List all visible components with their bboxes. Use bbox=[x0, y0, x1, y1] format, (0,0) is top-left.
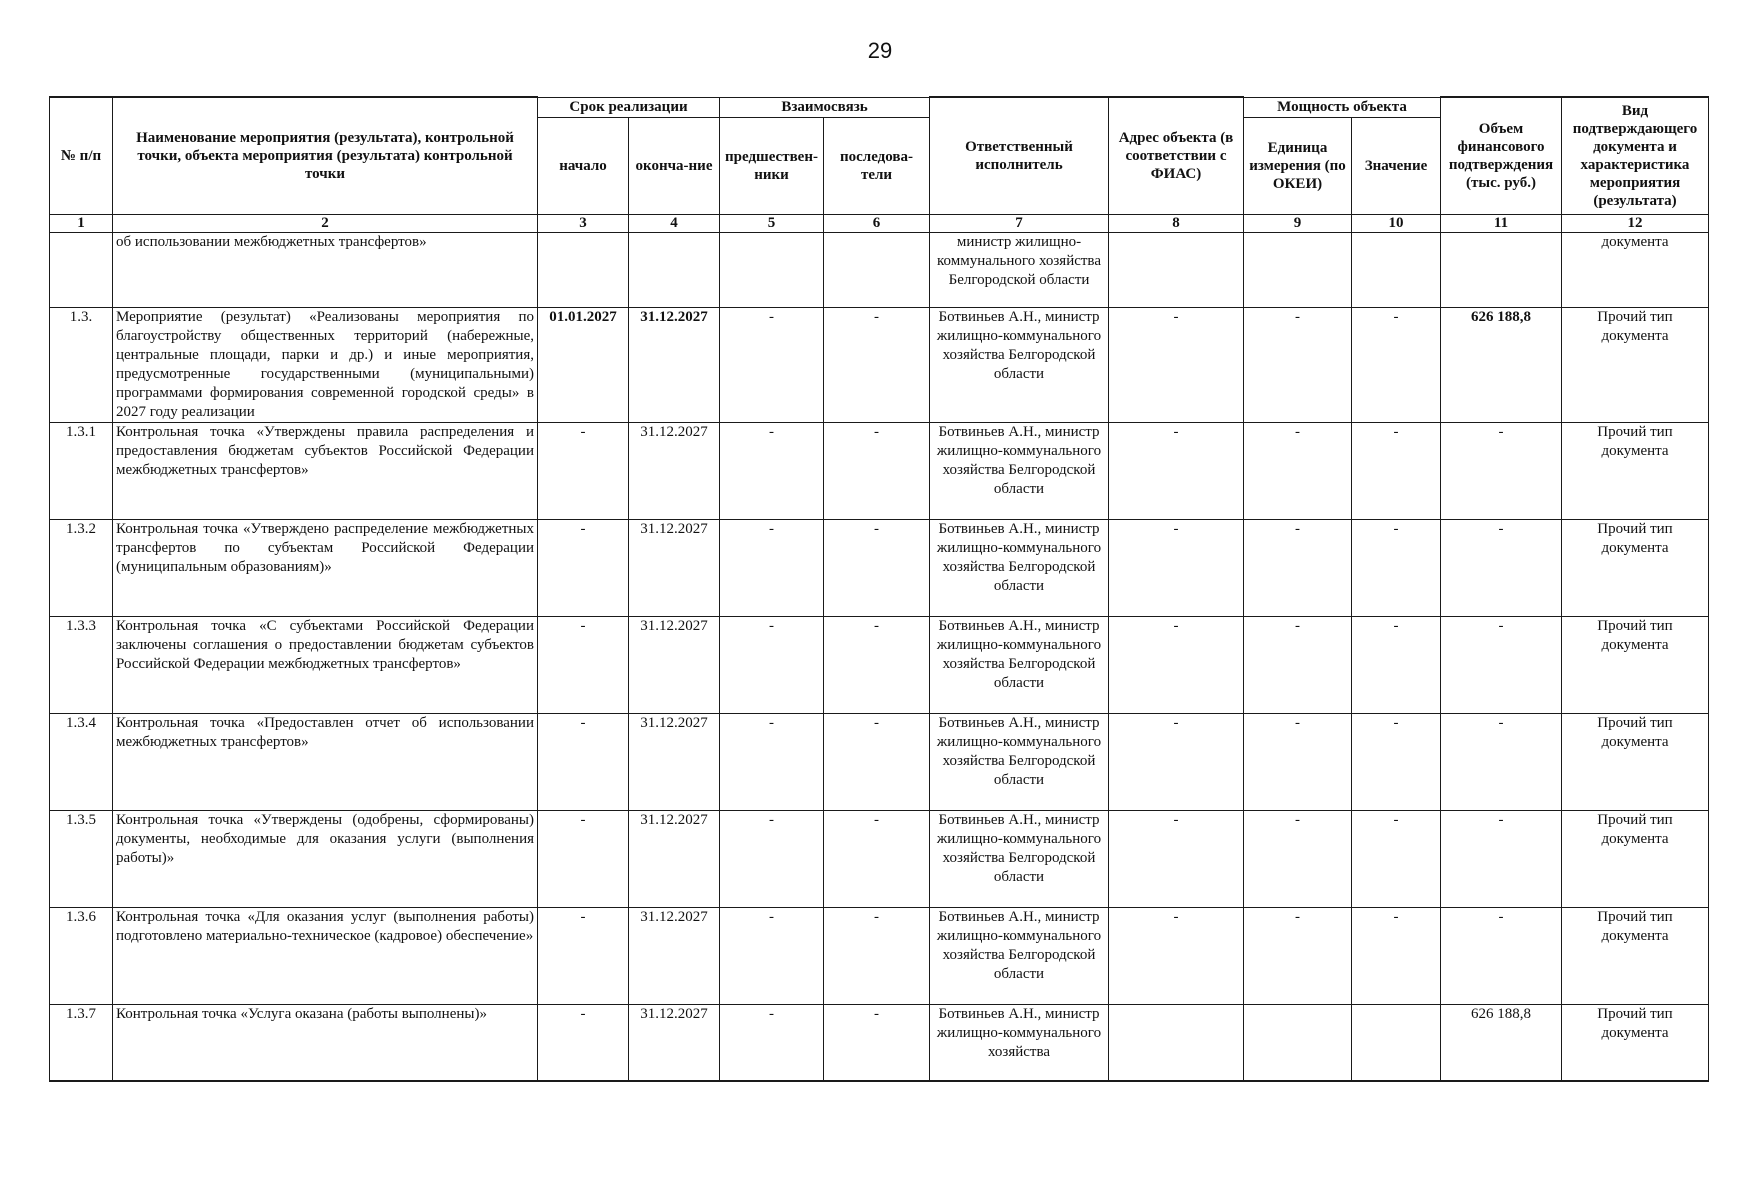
cell-address: - bbox=[1109, 713, 1244, 810]
table-row bbox=[50, 307, 1709, 422]
cell-predecessors: - bbox=[720, 616, 824, 713]
cell-end: 31.12.2027 bbox=[629, 307, 720, 422]
cell-end: 31.12.2027 bbox=[629, 907, 720, 1004]
header-unit: Единица измерения (по ОКЕИ) bbox=[1244, 117, 1352, 214]
header-responsible: Ответственный исполнитель bbox=[930, 97, 1109, 214]
cell-name: Контрольная точка «Утверждено распределение межбюджетных трансфертов по субъектам Российской Федерации (муниципальным образованиям)» bbox=[113, 519, 538, 616]
table-row bbox=[50, 232, 1709, 307]
table-row bbox=[50, 1004, 1709, 1081]
header-group-capacity: Мощность объекта bbox=[1244, 97, 1441, 117]
column-number: 2 bbox=[113, 214, 538, 232]
header-num: № п/п bbox=[50, 97, 113, 214]
cell-address: - bbox=[1109, 810, 1244, 907]
cell-responsible: Ботвиньев А.Н., министр жилищно-коммунального хозяйства Белгородской области bbox=[930, 422, 1109, 519]
header-group-term: Срок реализации bbox=[538, 97, 720, 117]
header-group-relation: Взаимосвязь bbox=[720, 97, 930, 117]
cell-responsible: Ботвиньев А.Н., министр жилищно-коммунального хозяйства Белгородской области bbox=[930, 616, 1109, 713]
column-number: 6 bbox=[824, 214, 930, 232]
cell-predecessors: - bbox=[720, 422, 824, 519]
cell-name: Мероприятие (результат) «Реализованы мероприятия по благоустройству общественных территорий (набережные, центральные площади, парки и др.) и иные мероприятия, предусмотренные государственными (муниципальными) программами формирования современной городской среды» в 2027 году реализации bbox=[113, 307, 538, 422]
cell-end: 31.12.2027 bbox=[629, 1004, 720, 1081]
cell-predecessors: - bbox=[720, 519, 824, 616]
column-number: 9 bbox=[1244, 214, 1352, 232]
cell-volume: 626 188,8 bbox=[1441, 307, 1562, 422]
cell-predecessors: - bbox=[720, 810, 824, 907]
cell-doc-type: Прочий тип документа bbox=[1562, 519, 1709, 616]
cell-successors: - bbox=[824, 810, 930, 907]
cell-responsible: Ботвиньев А.Н., министр жилищно-коммунального хозяйства Белгородской области bbox=[930, 810, 1109, 907]
table-row bbox=[50, 616, 1709, 713]
cell-value bbox=[1352, 1004, 1441, 1081]
cell-responsible: Ботвиньев А.Н., министр жилищно-коммунального хозяйства bbox=[930, 1004, 1109, 1081]
cell-volume: - bbox=[1441, 422, 1562, 519]
cell-doc-type: Прочий тип документа bbox=[1562, 907, 1709, 1004]
cell-doc-type: Прочий тип документа bbox=[1562, 616, 1709, 713]
cell-volume: 626 188,8 bbox=[1441, 1004, 1562, 1081]
cell-successors: - bbox=[824, 307, 930, 422]
cell-responsible: Ботвиньев А.Н., министр жилищно-коммунального хозяйства Белгородской области bbox=[930, 519, 1109, 616]
cell-name: Контрольная точка «Для оказания услуг (выполнения работы) подготовлено материально-техническое (кадровое) обеспечение» bbox=[113, 907, 538, 1004]
cell-name: Контрольная точка «Услуга оказана (работы выполнены)» bbox=[113, 1004, 538, 1081]
cell-start: - bbox=[538, 1004, 629, 1081]
cell-predecessors: - bbox=[720, 1004, 824, 1081]
cell-unit: - bbox=[1244, 810, 1352, 907]
cell-volume bbox=[1441, 232, 1562, 307]
cell-responsible: министр жилищно-коммунального хозяйства Белгородской области bbox=[930, 232, 1109, 307]
cell-num bbox=[50, 232, 113, 307]
table-row bbox=[50, 907, 1709, 1004]
cell-doc-type: Прочий тип документа bbox=[1562, 713, 1709, 810]
cell-start: - bbox=[538, 519, 629, 616]
cell-name: Контрольная точка «Утверждены (одобрены, сформированы) документы, необходимые для оказания услуги (выполнения работы)» bbox=[113, 810, 538, 907]
cell-successors bbox=[824, 232, 930, 307]
cell-num: 1.3.7 bbox=[50, 1004, 113, 1081]
cell-unit: - bbox=[1244, 422, 1352, 519]
cell-successors: - bbox=[824, 1004, 930, 1081]
cell-name: об использовании межбюджетных трансфертов» bbox=[113, 232, 538, 307]
cell-predecessors: - bbox=[720, 307, 824, 422]
header-start: начало bbox=[538, 117, 629, 214]
cell-successors: - bbox=[824, 422, 930, 519]
cell-predecessors: - bbox=[720, 713, 824, 810]
cell-doc-type: Прочий тип документа bbox=[1562, 422, 1709, 519]
cell-address: - bbox=[1109, 307, 1244, 422]
cell-start: - bbox=[538, 713, 629, 810]
cell-responsible: Ботвиньев А.Н., министр жилищно-коммунального хозяйства Белгородской области bbox=[930, 307, 1109, 422]
cell-address: - bbox=[1109, 616, 1244, 713]
cell-responsible: Ботвиньев А.Н., министр жилищно-коммунального хозяйства Белгородской области bbox=[930, 713, 1109, 810]
column-number: 12 bbox=[1562, 214, 1709, 232]
cell-unit: - bbox=[1244, 907, 1352, 1004]
cell-name: Контрольная точка «Утверждены правила распределения и предоставления бюджетам субъектов Российской Федерации межбюджетных трансфертов» bbox=[113, 422, 538, 519]
cell-volume: - bbox=[1441, 519, 1562, 616]
cell-end: 31.12.2027 bbox=[629, 810, 720, 907]
cell-start bbox=[538, 232, 629, 307]
cell-doc-type: Прочий тип документа bbox=[1562, 810, 1709, 907]
implementation-plan-table bbox=[49, 96, 1709, 1082]
header-end: оконча-ние bbox=[629, 117, 720, 214]
cell-address: - bbox=[1109, 422, 1244, 519]
cell-value: - bbox=[1352, 810, 1441, 907]
cell-num: 1.3. bbox=[50, 307, 113, 422]
cell-num: 1.3.1 bbox=[50, 422, 113, 519]
cell-address bbox=[1109, 232, 1244, 307]
cell-end: 31.12.2027 bbox=[629, 519, 720, 616]
cell-num: 1.3.5 bbox=[50, 810, 113, 907]
cell-end: 31.12.2027 bbox=[629, 616, 720, 713]
cell-successors: - bbox=[824, 519, 930, 616]
table-row bbox=[50, 810, 1709, 907]
cell-volume: - bbox=[1441, 810, 1562, 907]
cell-successors: - bbox=[824, 616, 930, 713]
table-row bbox=[50, 713, 1709, 810]
cell-unit bbox=[1244, 232, 1352, 307]
column-number: 7 bbox=[930, 214, 1109, 232]
cell-predecessors: - bbox=[720, 907, 824, 1004]
cell-num: 1.3.2 bbox=[50, 519, 113, 616]
header-value: Значение bbox=[1352, 117, 1441, 214]
cell-volume: - bbox=[1441, 713, 1562, 810]
cell-responsible: Ботвиньев А.Н., министр жилищно-коммунального хозяйства Белгородской области bbox=[930, 907, 1109, 1004]
column-number: 10 bbox=[1352, 214, 1441, 232]
cell-value: - bbox=[1352, 713, 1441, 810]
cell-successors: - bbox=[824, 907, 930, 1004]
cell-unit: - bbox=[1244, 519, 1352, 616]
cell-unit bbox=[1244, 1004, 1352, 1081]
header-predecessors: предшествен-ники bbox=[720, 117, 824, 214]
cell-value: - bbox=[1352, 422, 1441, 519]
table-row bbox=[50, 519, 1709, 616]
column-number: 1 bbox=[50, 214, 113, 232]
header-doc-type: Вид подтверждающего документа и характеристика мероприятия (результата) bbox=[1562, 97, 1709, 214]
cell-address: - bbox=[1109, 907, 1244, 1004]
column-number: 4 bbox=[629, 214, 720, 232]
cell-num: 1.3.6 bbox=[50, 907, 113, 1004]
cell-end bbox=[629, 232, 720, 307]
page-number: 29 bbox=[867, 38, 893, 63]
cell-volume: - bbox=[1441, 907, 1562, 1004]
cell-address: - bbox=[1109, 519, 1244, 616]
cell-start: 01.01.2027 bbox=[538, 307, 629, 422]
column-number: 11 bbox=[1441, 214, 1562, 232]
cell-start: - bbox=[538, 422, 629, 519]
cell-successors: - bbox=[824, 713, 930, 810]
cell-value: - bbox=[1352, 616, 1441, 713]
cell-unit: - bbox=[1244, 616, 1352, 713]
column-number: 8 bbox=[1109, 214, 1244, 232]
cell-value: - bbox=[1352, 907, 1441, 1004]
cell-doc-type: документа bbox=[1562, 232, 1709, 307]
cell-doc-type: Прочий тип документа bbox=[1562, 1004, 1709, 1081]
cell-value: - bbox=[1352, 307, 1441, 422]
cell-value bbox=[1352, 232, 1441, 307]
cell-start: - bbox=[538, 616, 629, 713]
cell-name: Контрольная точка «Предоставлен отчет об использовании межбюджетных трансфертов» bbox=[113, 713, 538, 810]
cell-name: Контрольная точка «С субъектами Российской Федерации заключены соглашения о предоставлении бюджетам субъектов Российской Федерации межбюджетных трансфертов» bbox=[113, 616, 538, 713]
header-successors: последова-тели bbox=[824, 117, 930, 214]
cell-end: 31.12.2027 bbox=[629, 422, 720, 519]
cell-start: - bbox=[538, 810, 629, 907]
header-address: Адрес объекта (в соответствии с ФИАС) bbox=[1109, 97, 1244, 214]
cell-unit: - bbox=[1244, 713, 1352, 810]
cell-num: 1.3.3 bbox=[50, 616, 113, 713]
table-row bbox=[50, 422, 1709, 519]
cell-num: 1.3.4 bbox=[50, 713, 113, 810]
cell-end: 31.12.2027 bbox=[629, 713, 720, 810]
cell-start: - bbox=[538, 907, 629, 1004]
header-name: Наименование мероприятия (результата), контрольной точки, объекта мероприятия (результата) контрольной точки bbox=[113, 97, 538, 214]
cell-unit: - bbox=[1244, 307, 1352, 422]
cell-value: - bbox=[1352, 519, 1441, 616]
cell-volume: - bbox=[1441, 616, 1562, 713]
cell-predecessors bbox=[720, 232, 824, 307]
header-volume: Объем финансового подтверждения (тыс. руб.) bbox=[1441, 97, 1562, 214]
column-number: 3 bbox=[538, 214, 629, 232]
cell-address bbox=[1109, 1004, 1244, 1081]
column-number: 5 bbox=[720, 214, 824, 232]
cell-doc-type: Прочий тип документа bbox=[1562, 307, 1709, 422]
